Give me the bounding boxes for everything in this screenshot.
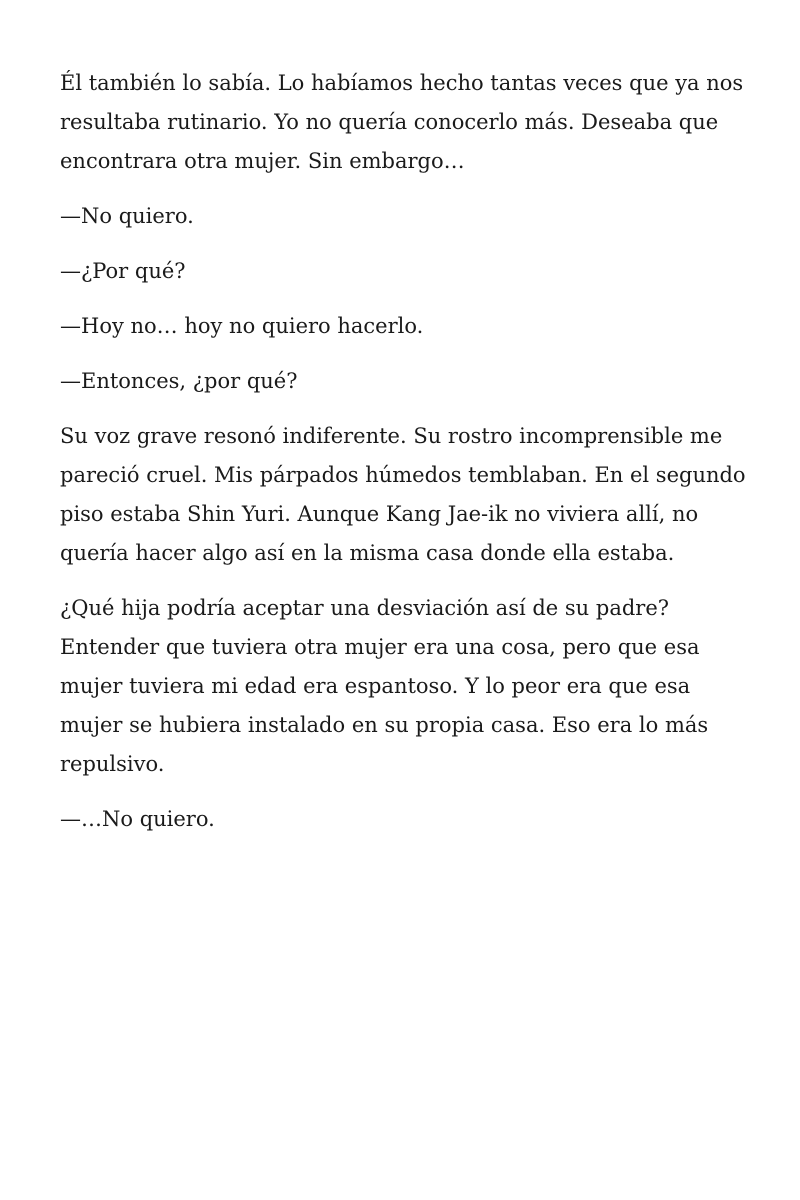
paragraph-dialogue-3: —Hoy no… hoy no quiero hacerlo.	[60, 314, 424, 338]
document-page	[60, 64, 750, 855]
paragraph-dialogue-4: —Entonces, ¿por qué?	[60, 369, 298, 393]
paragraph-dialogue-1: —No quiero.	[60, 204, 194, 228]
paragraph-dialogue-2: —¿Por qué?	[60, 259, 186, 283]
paragraph-dialogue-5: —…No quiero.	[60, 807, 215, 831]
paragraph-narration-3: ¿Qué hija podría aceptar una desviación así de su padre? Entender que tuviera otra mujer era una cosa, pero que esa mujer tuviera mi edad era espantoso. Y lo peor era que esa mujer se hubiera instalado en su propia casa. Eso era lo más repulsivo.	[60, 596, 709, 776]
paragraph-narration-1: Él también lo sabía. Lo habíamos hecho tantas veces que ya nos resultaba rutinario. Yo no quería conocerlo más. Deseaba que encontrara otra mujer. Sin embargo…	[60, 71, 744, 173]
paragraph-narration-2: Su voz grave resonó indiferente. Su rostro incomprensible me pareció cruel. Mis párpados húmedos temblaban. En el segundo piso estaba Shin Yuri. Aunque Kang Jae-ik no viviera allí, no quería hacer algo así en la misma casa donde ella estaba.	[60, 424, 746, 565]
